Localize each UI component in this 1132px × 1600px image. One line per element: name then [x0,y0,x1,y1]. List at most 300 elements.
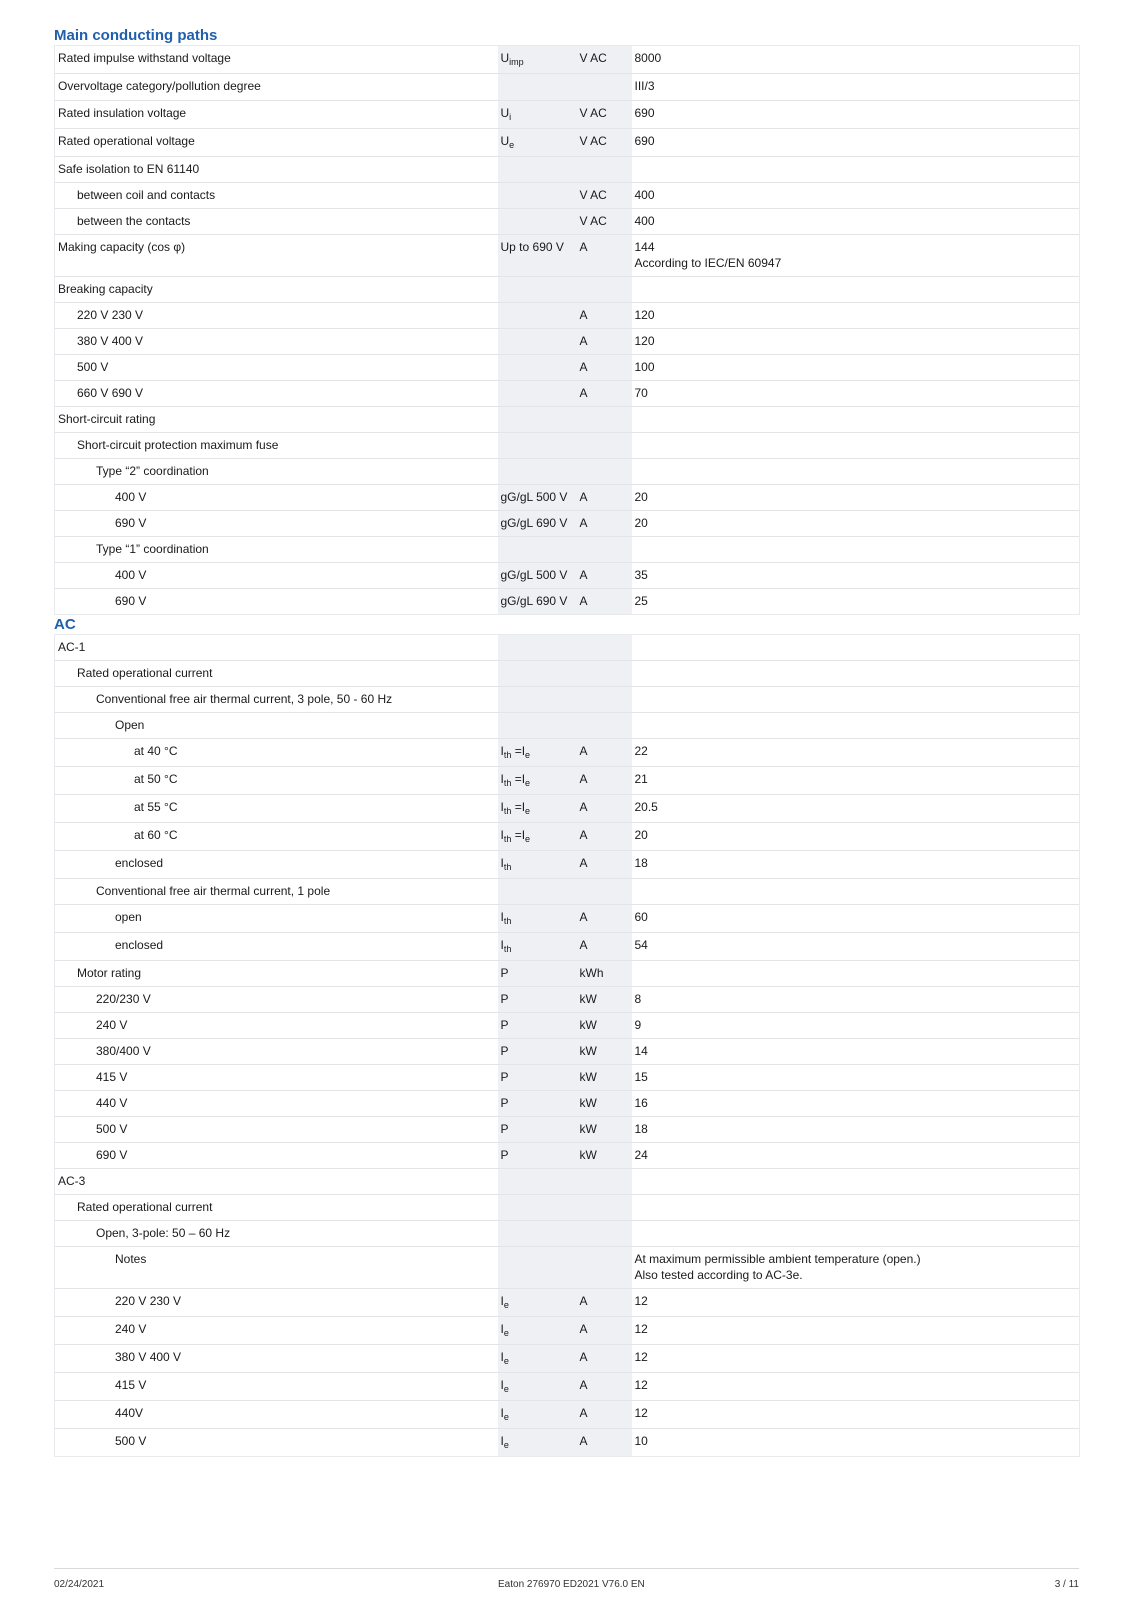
spec-unit: A [577,235,632,277]
spec-unit: A [577,823,632,851]
spec-table [54,45,1080,615]
spec-label: Type “1” coordination [55,537,498,563]
spec-value [632,46,1080,74]
spec-value [632,1429,1080,1457]
spec-unit [577,433,632,459]
value-line: 12 [634,1322,648,1336]
value-line: 100 [634,360,655,374]
spec-row [55,1143,1080,1169]
spec-row [55,739,1080,767]
spec-unit [577,635,632,661]
datasheet-page [54,26,1079,1457]
spec-unit: kWh [577,961,632,987]
spec-value [632,381,1080,407]
spec-unit: A [577,563,632,589]
spec-value [632,1169,1080,1195]
spec-label: at 55 °C [55,795,498,823]
page-footer [54,1568,1079,1590]
spec-row [55,209,1080,235]
value-line: 20 [634,490,648,504]
symbol-text: gG/gL 500 V [500,490,568,504]
spec-row [55,933,1080,961]
symbol-subscript: e [503,1384,509,1394]
spec-unit: A [577,1289,632,1317]
spec-unit [577,157,632,183]
spec-unit [577,277,632,303]
value-line: 400 [634,188,655,202]
value-line: 20 [634,828,648,842]
spec-value [632,933,1080,961]
value-line: 18 [634,1122,648,1136]
spec-row [55,851,1080,879]
spec-value [632,1143,1080,1169]
spec-unit [577,661,632,687]
spec-unit: A [577,1373,632,1401]
spec-label: AC-3 [55,1169,498,1195]
spec-label: Type “2” coordination [55,459,498,485]
symbol-text: I [500,1406,504,1420]
spec-label: Rated insulation voltage [55,101,498,129]
spec-label: Breaking capacity [55,277,498,303]
value-line: 120 [634,334,655,348]
spec-value [632,1345,1080,1373]
spec-value [632,1065,1080,1091]
spec-unit: A [577,355,632,381]
spec-value [632,563,1080,589]
spec-unit: A [577,1429,632,1457]
spec-unit: A [577,511,632,537]
spec-value [632,355,1080,381]
symbol-subscript: i [509,112,512,122]
spec-symbol [498,1345,577,1373]
spec-symbol [498,1317,577,1345]
spec-value [632,1221,1080,1247]
spec-label: Rated operational voltage [55,129,498,157]
spec-value [632,1401,1080,1429]
symbol-text: gG/gL 690 V [500,516,568,530]
spec-unit: V AC [577,101,632,129]
spec-symbol [498,74,577,101]
value-line: 18 [634,856,648,870]
symbol-subscript: th [503,944,512,954]
symbol-text: P [500,1044,509,1058]
spec-row [55,407,1080,433]
spec-row [55,687,1080,713]
spec-row [55,767,1080,795]
spec-unit: A [577,851,632,879]
spec-label: between the contacts [55,209,498,235]
symbol-text: I [500,1294,504,1308]
value-line: 400 [634,214,655,228]
symbol-subscript: th [503,806,512,816]
symbol-text: I [500,772,504,786]
spec-value [632,879,1080,905]
spec-label: 415 V [55,1065,498,1091]
spec-label: Conventional free air thermal current, 3 pole, 50 - 60 Hz [55,687,498,713]
spec-symbol [498,46,577,74]
spec-unit: A [577,1345,632,1373]
symbol-text: P [500,1070,509,1084]
spec-label: Conventional free air thermal current, 1 pole [55,879,498,905]
value-line: Also tested according to AC-3e. [634,1268,803,1282]
spec-symbol [498,661,577,687]
symbol-subscript: th [503,916,512,926]
spec-unit [577,407,632,433]
symbol-subscript: th [503,750,512,760]
spec-value [632,1317,1080,1345]
spec-symbol [498,823,577,851]
symbol-text: I [500,1322,504,1336]
spec-row [55,329,1080,355]
value-line: 24 [634,1148,648,1162]
spec-symbol [498,1117,577,1143]
spec-row [55,1091,1080,1117]
spec-unit: A [577,329,632,355]
symbol-text: I [500,938,504,952]
spec-symbol [498,1429,577,1457]
symbol-text: P [500,1018,509,1032]
spec-row [55,433,1080,459]
spec-unit: kW [577,1065,632,1091]
spec-label: 660 V 690 V [55,381,498,407]
spec-row [55,381,1080,407]
spec-value [632,589,1080,615]
spec-symbol [498,129,577,157]
spec-value [632,303,1080,329]
symbol-subscript: e [503,1412,509,1422]
spec-symbol [498,511,577,537]
spec-value [632,74,1080,101]
spec-value [632,433,1080,459]
symbol-text: =I [511,744,526,758]
symbol-text: gG/gL 690 V [500,594,568,608]
spec-label: enclosed [55,851,498,879]
spec-value [632,739,1080,767]
spec-value [632,209,1080,235]
spec-unit: A [577,795,632,823]
spec-label: 415 V [55,1373,498,1401]
spec-row [55,823,1080,851]
spec-symbol [498,381,577,407]
spec-label: 500 V [55,1429,498,1457]
spec-symbol [498,1091,577,1117]
spec-label: Motor rating [55,961,498,987]
spec-row [55,1345,1080,1373]
symbol-text: Up to 690 V [500,240,564,254]
spec-symbol [498,537,577,563]
value-line: 12 [634,1378,648,1392]
spec-unit: A [577,485,632,511]
value-line: 120 [634,308,655,322]
symbol-text: I [500,800,504,814]
spec-symbol [498,713,577,739]
spec-symbol [498,1143,577,1169]
spec-symbol [498,183,577,209]
spec-unit: A [577,381,632,407]
spec-unit: A [577,303,632,329]
spec-label: 500 V [55,1117,498,1143]
spec-unit: kW [577,987,632,1013]
symbol-text: I [500,828,504,842]
spec-label: enclosed [55,933,498,961]
spec-unit: V AC [577,46,632,74]
spec-symbol [498,209,577,235]
symbol-subscript: e [503,1440,509,1450]
spec-value [632,1091,1080,1117]
spec-label: AC-1 [55,635,498,661]
spec-unit: V AC [577,209,632,235]
spec-label: 220 V 230 V [55,303,498,329]
symbol-text: =I [511,800,526,814]
value-line: 60 [634,910,648,924]
spec-value [632,277,1080,303]
spec-unit: A [577,905,632,933]
symbol-text: U [500,51,510,65]
spec-symbol [498,235,577,277]
spec-value [632,235,1080,277]
spec-label: 400 V [55,563,498,589]
spec-row [55,355,1080,381]
spec-value [632,537,1080,563]
value-line: 20.5 [634,800,658,814]
spec-symbol [498,851,577,879]
spec-value [632,129,1080,157]
symbol-text: P [500,966,509,980]
spec-row [55,1013,1080,1039]
spec-value [632,823,1080,851]
spec-symbol [498,1039,577,1065]
spec-unit [577,1195,632,1221]
spec-value [632,661,1080,687]
spec-row [55,1039,1080,1065]
spec-row [55,563,1080,589]
value-line: 70 [634,386,648,400]
symbol-text: I [500,856,504,870]
symbol-text: P [500,1148,509,1162]
symbol-text: I [500,1378,504,1392]
symbol-text: P [500,992,509,1006]
spec-unit [577,713,632,739]
spec-row [55,303,1080,329]
spec-symbol [498,1169,577,1195]
spec-label: Notes [55,1247,498,1289]
spec-label: Open [55,713,498,739]
spec-symbol [498,879,577,905]
spec-symbol [498,1247,577,1289]
spec-row [55,1429,1080,1457]
spec-value [632,1039,1080,1065]
value-line: 35 [634,568,648,582]
value-line: 54 [634,938,648,952]
spec-unit: A [577,1317,632,1345]
spec-label: 690 V [55,511,498,537]
symbol-subscript: th [503,778,512,788]
spec-symbol [498,1401,577,1429]
spec-label: at 60 °C [55,823,498,851]
value-line: 144 [634,240,655,254]
value-line: At maximum permissible ambient temperature (open.) [634,1252,921,1266]
spec-label: 220 V 230 V [55,1289,498,1317]
spec-unit: A [577,589,632,615]
spec-table [54,634,1080,1457]
symbol-text: I [500,1434,504,1448]
spec-symbol [498,407,577,433]
spec-row [55,511,1080,537]
value-line: 25 [634,594,648,608]
spec-row [55,1317,1080,1345]
spec-row [55,1065,1080,1091]
symbol-text: U [500,106,510,120]
spec-label: 380 V 400 V [55,1345,498,1373]
spec-label: Overvoltage category/pollution degree [55,74,498,101]
spec-row [55,1373,1080,1401]
spec-unit: kW [577,1143,632,1169]
spec-symbol [498,961,577,987]
spec-unit [577,537,632,563]
spec-unit: V AC [577,183,632,209]
spec-unit [577,879,632,905]
spec-value [632,459,1080,485]
spec-label: 240 V [55,1317,498,1345]
spec-row [55,1195,1080,1221]
spec-row [55,46,1080,74]
spec-row [55,277,1080,303]
spec-label: Open, 3-pole: 50 – 60 Hz [55,1221,498,1247]
value-line: 8000 [634,51,662,65]
symbol-subscript: e [525,806,531,816]
spec-row [55,1169,1080,1195]
spec-symbol [498,1065,577,1091]
spec-unit [577,687,632,713]
spec-row [55,183,1080,209]
spec-row [55,74,1080,101]
spec-label: 690 V [55,589,498,615]
spec-row [55,235,1080,277]
spec-symbol [498,739,577,767]
spec-row [55,485,1080,511]
spec-unit: kW [577,1117,632,1143]
spec-row [55,713,1080,739]
spec-value [632,157,1080,183]
symbol-text: =I [511,772,526,786]
spec-unit: kW [577,1039,632,1065]
spec-value [632,1195,1080,1221]
spec-label: Safe isolation to EN 61140 [55,157,498,183]
spec-symbol [498,1013,577,1039]
spec-symbol [498,485,577,511]
symbol-subscript: e [503,1300,509,1310]
section-title: Main conducting paths [54,27,218,44]
spec-value [632,511,1080,537]
spec-row [55,1289,1080,1317]
symbol-subscript: e [525,834,531,844]
symbol-text: I [500,744,504,758]
spec-unit: A [577,933,632,961]
symbol-subscript: e [503,1356,509,1366]
spec-value [632,485,1080,511]
spec-label: Rated operational current [55,1195,498,1221]
spec-label: 380 V 400 V [55,329,498,355]
value-line: 9 [634,1018,642,1032]
spec-row [55,661,1080,687]
spec-unit: A [577,1401,632,1429]
spec-value [632,961,1080,987]
spec-unit [577,1247,632,1289]
spec-value [632,713,1080,739]
spec-unit [577,1221,632,1247]
symbol-subscript: e [503,1328,509,1338]
value-line: 8 [634,992,642,1006]
spec-value [632,1117,1080,1143]
spec-symbol [498,1289,577,1317]
spec-unit: kW [577,1013,632,1039]
value-line: 15 [634,1070,648,1084]
footer-date: 02/24/2021 [54,1579,105,1590]
spec-symbol [498,933,577,961]
value-line: 16 [634,1096,648,1110]
spec-label: 380/400 V [55,1039,498,1065]
spec-symbol [498,459,577,485]
value-line: III/3 [634,79,655,93]
spec-label: at 40 °C [55,739,498,767]
spec-row [55,129,1080,157]
spec-symbol [498,905,577,933]
symbol-text: P [500,1096,509,1110]
spec-row [55,589,1080,615]
spec-symbol [498,589,577,615]
spec-label: Making capacity (cos φ) [55,235,498,277]
spec-row [55,879,1080,905]
symbol-text: P [500,1122,509,1136]
spec-symbol [498,1373,577,1401]
symbol-text: I [500,910,504,924]
value-line: 12 [634,1350,648,1364]
spec-row [55,1401,1080,1429]
spec-row [55,795,1080,823]
spec-symbol [498,433,577,459]
spec-symbol [498,563,577,589]
symbol-text: =I [511,828,526,842]
spec-unit: kW [577,1091,632,1117]
section-title: AC [54,616,76,633]
spec-unit: V AC [577,129,632,157]
symbol-subscript: imp [509,57,524,67]
spec-symbol [498,101,577,129]
value-line: 10 [634,1434,648,1448]
spec-unit [577,74,632,101]
spec-symbol [498,157,577,183]
spec-label: Rated impulse withstand voltage [55,46,498,74]
spec-row [55,101,1080,129]
spec-row [55,459,1080,485]
spec-label: 690 V [55,1143,498,1169]
value-line: 12 [634,1406,648,1420]
spec-value [632,987,1080,1013]
value-line: According to IEC/EN 60947 [634,256,782,270]
spec-label: 220/230 V [55,987,498,1013]
spec-label: Short-circuit protection maximum fuse [55,433,498,459]
spec-row [55,905,1080,933]
spec-value [632,407,1080,433]
spec-value [632,1289,1080,1317]
spec-value [632,1373,1080,1401]
spec-value [632,687,1080,713]
spec-label: 400 V [55,485,498,511]
spec-label: open [55,905,498,933]
value-line: 22 [634,744,648,758]
spec-label: Rated operational current [55,661,498,687]
value-line: 12 [634,1294,648,1308]
